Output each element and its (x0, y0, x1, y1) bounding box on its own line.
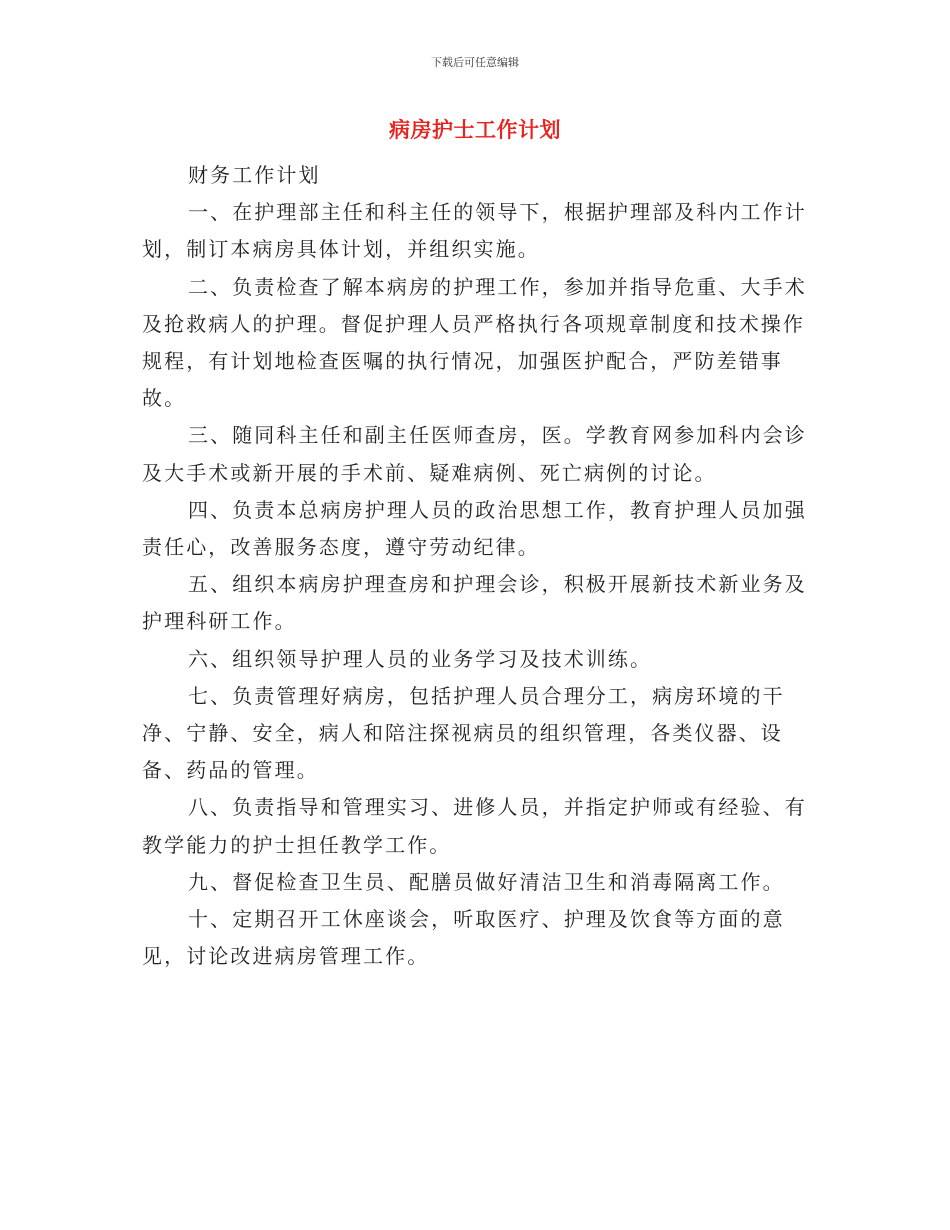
paragraph-item-7: 七、负责管理好病房，包括护理人员合理分工，病房环境的干净、宁静、安全，病人和陪注探视病员的组织管理，各类仪器、设备、药品的管理。 (142, 683, 785, 783)
header-note: 下载后可任意编辑 (431, 56, 519, 69)
paragraph-item-9: 九、督促检查卫生员、配膳员做好清洁卫生和消毒隔离工作。 (188, 869, 785, 894)
paragraph-subtitle: 财务工作计划 (188, 163, 321, 187)
paragraph-item-2: 二、负责检查了解本病房的护理工作，参加并指导危重、大手术及抢救病人的护理。督促护理人员严格执行各项规章制度和技术操作规程，有计划地检查医嘱的执行情况，加强医护配合，严防差错事故。 (142, 274, 807, 411)
paragraph-item-1: 一、在护理部主任和科主任的领导下，根据护理部及科内工作计划，制订本病房具体计划，并组织实施。 (142, 200, 807, 262)
paragraph-item-8: 八、负责指导和管理实习、进修人员，并指定护师或有经验、有教学能力的护士担任教学工作。 (142, 795, 807, 857)
paragraph-item-6: 六、组织领导护理人员的业务学习及技术训练。 (188, 646, 653, 671)
document-title: 病房护士工作计划 (389, 118, 561, 142)
paragraph-item-4: 四、负责本总病房护理人员的政治思想工作，教育护理人员加强责任心，改善服务态度，遵守劳动纪律。 (142, 497, 807, 560)
paragraph-item-5: 五、组织本病房护理查房和护理会诊，积极开展新技术新业务及护理科研工作。 (142, 572, 807, 634)
document-body (142, 157, 810, 975)
paragraph-item-3: 三、随同科主任和副主任医师查房，医。学教育网参加科内会诊及大手术或新开展的手术前、疑难病例、死亡病例的讨论。 (142, 423, 807, 485)
paragraph-item-10: 十、定期召开工休座谈会，听取医疗、护理及饮食等方面的意见，讨论改进病房管理工作。 (142, 907, 785, 969)
